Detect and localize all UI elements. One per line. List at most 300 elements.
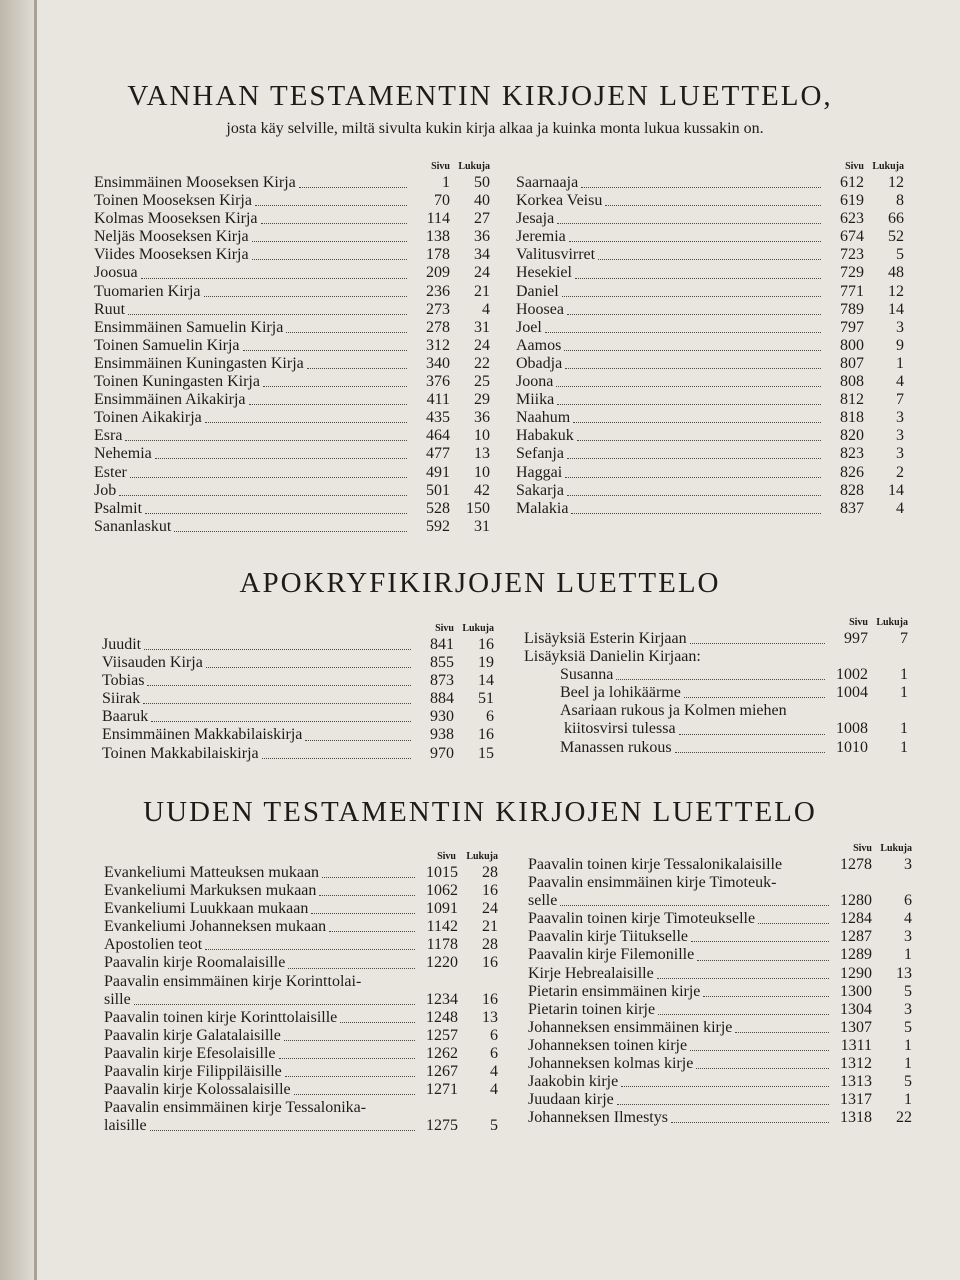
book-row bbox=[528, 874, 912, 892]
dot-leader bbox=[565, 367, 821, 369]
book-name: Evankeliumi Markuksen mukaan bbox=[104, 882, 317, 900]
page-number: 1290 bbox=[840, 964, 872, 982]
book-row bbox=[516, 500, 904, 518]
page-number: 1311 bbox=[840, 1036, 872, 1054]
dot-leader bbox=[565, 476, 821, 478]
book-row bbox=[524, 630, 908, 648]
book-name: Paavalin ensimmäinen kirje Tessalonika- bbox=[104, 1099, 367, 1117]
dot-leader bbox=[691, 940, 829, 942]
book-row bbox=[528, 1037, 912, 1055]
dot-leader bbox=[205, 948, 415, 950]
dot-leader bbox=[564, 349, 821, 351]
nt-title: UUDEN TESTAMENTIN KIRJOJEN LUETTELO bbox=[143, 796, 817, 828]
book-name: Valitusvirret bbox=[516, 246, 596, 264]
book-row bbox=[94, 283, 490, 301]
book-row bbox=[104, 954, 498, 972]
book-name: sille bbox=[104, 990, 131, 1008]
page-number: 114 bbox=[426, 210, 450, 228]
page-number: 807 bbox=[840, 354, 864, 372]
dot-leader bbox=[621, 1085, 829, 1087]
dot-leader bbox=[311, 912, 415, 914]
book-row bbox=[528, 1073, 912, 1091]
book-row bbox=[528, 1001, 912, 1019]
book-name: Paavalin toinen kirje Timoteukselle bbox=[528, 910, 756, 928]
dot-leader bbox=[617, 1103, 829, 1105]
ot-left-column bbox=[94, 160, 490, 536]
book-row bbox=[516, 228, 904, 246]
chapter-count: 6 bbox=[490, 1044, 498, 1062]
chapter-count: 5 bbox=[904, 1018, 912, 1036]
dot-leader bbox=[340, 1021, 415, 1023]
chapter-count: 3 bbox=[904, 856, 912, 873]
book-name: Joosua bbox=[94, 264, 138, 282]
chapter-count: 5 bbox=[904, 982, 912, 1000]
book-name: Asariaan rukous ja Kolmen miehen bbox=[560, 702, 787, 720]
dot-leader bbox=[616, 678, 825, 680]
dot-leader bbox=[675, 751, 825, 753]
page-number: 178 bbox=[426, 246, 450, 264]
book-row bbox=[528, 892, 912, 910]
chapter-count: 3 bbox=[904, 928, 912, 946]
book-name: Paavalin kirje Galatalaisille bbox=[104, 1026, 281, 1044]
chapter-count: 1 bbox=[904, 1055, 912, 1073]
page-number: 477 bbox=[426, 445, 450, 463]
chapter-count: 22 bbox=[474, 354, 490, 372]
page-number: 1257 bbox=[426, 1026, 458, 1044]
book-row bbox=[528, 965, 912, 983]
book-row bbox=[104, 882, 498, 900]
book-row bbox=[516, 337, 904, 355]
page-number: 1307 bbox=[840, 1018, 872, 1036]
chapter-count: 13 bbox=[482, 1008, 498, 1026]
book-name: Jesaja bbox=[516, 210, 555, 228]
page-number: 997 bbox=[844, 630, 868, 647]
chapter-count: 52 bbox=[888, 228, 904, 246]
ot-right-header bbox=[516, 160, 904, 174]
book-name: Toinen Mooseksen Kirja bbox=[94, 192, 252, 210]
dot-leader bbox=[658, 1013, 829, 1015]
page-number: 873 bbox=[430, 672, 454, 690]
chapter-count: 7 bbox=[896, 391, 904, 409]
book-name: Paavalin kirje Filippiläisille bbox=[104, 1063, 282, 1081]
book-name: Sefanja bbox=[516, 445, 564, 463]
chapter-count: 25 bbox=[474, 373, 490, 391]
book-row bbox=[94, 264, 490, 282]
nt-left-list bbox=[104, 864, 498, 1135]
book-row bbox=[516, 246, 904, 264]
book-name: Naahum bbox=[516, 409, 571, 427]
book-name: Paavalin kirje Roomalaisille bbox=[104, 954, 286, 972]
dot-leader bbox=[252, 258, 407, 260]
book-row bbox=[524, 684, 908, 702]
chapter-count: 2 bbox=[896, 463, 904, 481]
chapter-count: 24 bbox=[482, 900, 498, 918]
book-name: Ester bbox=[94, 463, 127, 481]
book-row bbox=[102, 672, 494, 690]
page-number: 1300 bbox=[840, 982, 872, 1000]
chapter-count: 21 bbox=[482, 918, 498, 936]
book-row bbox=[104, 1009, 498, 1027]
page-number: 1 bbox=[442, 174, 450, 191]
chapter-count: 66 bbox=[888, 210, 904, 228]
book-row bbox=[94, 192, 490, 210]
book-row bbox=[104, 973, 498, 991]
page-number: 1142 bbox=[426, 918, 458, 936]
book-name: Habakuk bbox=[516, 427, 574, 445]
page-number: 592 bbox=[426, 517, 450, 535]
chapter-count: 1 bbox=[900, 666, 908, 684]
ot-subtitle: josta käy selville, miltä sivulta kukin kirja alkaa ja kuinka monta lukua kussakin on. bbox=[226, 120, 764, 137]
book-name: Tobias bbox=[102, 672, 145, 690]
book-row bbox=[528, 1019, 912, 1037]
page-number: 70 bbox=[434, 192, 450, 210]
dot-leader bbox=[322, 876, 415, 878]
chapter-count: 29 bbox=[474, 391, 490, 409]
dot-leader bbox=[206, 666, 411, 668]
page-number: 1234 bbox=[426, 990, 458, 1008]
dot-leader bbox=[279, 1057, 416, 1059]
dot-leader bbox=[562, 295, 821, 297]
book-row bbox=[94, 500, 490, 518]
dot-leader bbox=[545, 331, 821, 333]
header-page: Sivu bbox=[849, 617, 868, 628]
header-chapters: Lukuja bbox=[458, 161, 490, 172]
book-row bbox=[94, 301, 490, 319]
dot-leader bbox=[294, 1093, 415, 1095]
book-row bbox=[516, 301, 904, 319]
chapter-count: 51 bbox=[478, 690, 494, 708]
book-row bbox=[528, 983, 912, 1001]
dot-leader bbox=[657, 977, 829, 979]
book-name: Kolmas Mooseksen Kirja bbox=[94, 210, 258, 228]
book-row bbox=[516, 391, 904, 409]
header-chapters: Lukuja bbox=[872, 161, 904, 172]
page-number: 938 bbox=[430, 726, 454, 744]
page-number: 828 bbox=[840, 481, 864, 499]
dot-leader bbox=[204, 295, 407, 297]
chapter-count: 27 bbox=[474, 210, 490, 228]
page-number: 930 bbox=[430, 708, 454, 726]
book-name: Toinen Aikakirja bbox=[94, 409, 202, 427]
book-row bbox=[94, 373, 490, 391]
book-name: Paavalin toinen kirje Tessalonikalaisille bbox=[528, 856, 783, 873]
book-name: Paavalin ensimmäinen kirje Timoteuk- bbox=[528, 874, 777, 892]
dot-leader bbox=[779, 887, 829, 888]
page-edge bbox=[34, 0, 37, 1280]
book-row bbox=[94, 337, 490, 355]
ot-left-header bbox=[94, 160, 490, 174]
book-name: Haggai bbox=[516, 463, 563, 481]
book-row bbox=[94, 391, 490, 409]
book-name: Neljäs Mooseksen Kirja bbox=[94, 228, 249, 246]
nt-left-column bbox=[104, 850, 498, 1135]
chapter-count: 3 bbox=[896, 318, 904, 336]
page-number: 411 bbox=[426, 391, 450, 409]
book-row bbox=[104, 991, 498, 1009]
page-number: 623 bbox=[840, 210, 864, 228]
book-name: Esra bbox=[94, 427, 123, 445]
book-row bbox=[528, 946, 912, 964]
chapter-count: 6 bbox=[486, 708, 494, 726]
page-number: 1275 bbox=[426, 1117, 458, 1135]
dot-leader bbox=[735, 1031, 829, 1033]
book-row bbox=[516, 210, 904, 228]
chapter-count: 8 bbox=[896, 192, 904, 210]
book-name: Ruut bbox=[94, 300, 126, 318]
page-number: 1062 bbox=[426, 882, 458, 900]
book-row bbox=[516, 264, 904, 282]
book-name: Evankeliumi Johanneksen mukaan bbox=[104, 918, 327, 936]
book-row bbox=[516, 482, 904, 500]
dot-leader bbox=[573, 421, 821, 423]
book-row bbox=[102, 726, 494, 744]
book-row bbox=[516, 192, 904, 210]
header-chapters: Lukuja bbox=[880, 843, 912, 854]
chapter-count: 4 bbox=[904, 910, 912, 928]
page-number: 376 bbox=[426, 373, 450, 391]
book-row bbox=[528, 1091, 912, 1109]
dot-leader bbox=[790, 715, 825, 716]
book-name: Hoosea bbox=[516, 300, 564, 318]
book-row bbox=[104, 900, 498, 918]
page-number: 970 bbox=[430, 744, 454, 762]
page-number: 236 bbox=[426, 282, 450, 300]
dot-leader bbox=[557, 222, 821, 224]
page-number: 435 bbox=[426, 409, 450, 427]
book-name: Johanneksen Ilmestys bbox=[528, 1109, 668, 1127]
ot-right-column bbox=[516, 160, 904, 518]
dot-leader bbox=[263, 385, 407, 387]
book-name: laisille bbox=[104, 1117, 147, 1135]
page-number: 1284 bbox=[840, 910, 872, 928]
book-name: Evankeliumi Luukkaan mukaan bbox=[104, 900, 309, 918]
chapter-count: 1 bbox=[900, 720, 908, 738]
book-name: Toinen Kuningasten Kirja bbox=[94, 373, 260, 391]
dot-leader bbox=[288, 967, 415, 969]
apo-right-column bbox=[524, 616, 908, 757]
chapter-count: 36 bbox=[474, 228, 490, 246]
book-row bbox=[104, 1045, 498, 1063]
dot-leader bbox=[305, 739, 411, 741]
chapter-count: 16 bbox=[478, 636, 494, 653]
page-number: 771 bbox=[840, 282, 864, 300]
book-name: Sananlaskut bbox=[94, 517, 172, 535]
book-name: Juudaan kirje bbox=[528, 1091, 614, 1109]
chapter-count: 36 bbox=[474, 409, 490, 427]
dot-leader bbox=[703, 995, 829, 997]
book-row bbox=[524, 720, 908, 738]
dot-leader bbox=[255, 204, 407, 206]
page-number: 797 bbox=[840, 318, 864, 336]
chapter-count: 7 bbox=[900, 630, 908, 647]
page-number: 1091 bbox=[426, 900, 458, 918]
chapter-count: 50 bbox=[474, 174, 490, 191]
dot-leader bbox=[299, 186, 407, 188]
dot-leader bbox=[128, 313, 407, 315]
page-number: 464 bbox=[426, 427, 450, 445]
dot-leader bbox=[285, 1075, 415, 1077]
header-chapters: Lukuja bbox=[466, 851, 498, 862]
book-row bbox=[94, 518, 490, 536]
book-name: Malakia bbox=[516, 499, 569, 517]
header-page: Sivu bbox=[437, 851, 456, 862]
page-number: 1317 bbox=[840, 1091, 872, 1109]
book-row bbox=[94, 319, 490, 337]
page-number: 789 bbox=[840, 300, 864, 318]
page-number: 1178 bbox=[426, 936, 458, 954]
page-number: 138 bbox=[426, 228, 450, 246]
chapter-count: 1 bbox=[904, 946, 912, 964]
book-name: Tuomarien Kirja bbox=[94, 282, 201, 300]
dot-leader bbox=[134, 1003, 415, 1005]
page-number: 278 bbox=[426, 318, 450, 336]
dot-leader bbox=[557, 403, 821, 405]
book-name: Johanneksen ensimmäinen kirje bbox=[528, 1018, 733, 1036]
dot-leader bbox=[307, 367, 407, 369]
dot-leader bbox=[785, 869, 829, 870]
chapter-count: 16 bbox=[482, 990, 498, 1008]
chapter-count: 5 bbox=[896, 246, 904, 264]
chapter-count: 4 bbox=[896, 499, 904, 517]
chapter-count: 28 bbox=[482, 936, 498, 954]
book-name: Paavalin kirje Efesolaisille bbox=[104, 1044, 276, 1062]
dot-leader bbox=[369, 1112, 415, 1113]
book-row bbox=[516, 373, 904, 391]
page-number: 1287 bbox=[840, 928, 872, 946]
chapter-count: 3 bbox=[896, 409, 904, 427]
page-number: 1008 bbox=[836, 720, 868, 738]
page-number: 1304 bbox=[840, 1000, 872, 1018]
page-number: 855 bbox=[430, 654, 454, 672]
book-row bbox=[94, 355, 490, 373]
book-name: Evankeliumi Matteuksen mukaan bbox=[104, 864, 320, 881]
chapter-count: 4 bbox=[490, 1063, 498, 1081]
page-number: 1280 bbox=[840, 892, 872, 910]
page-number: 841 bbox=[430, 636, 454, 653]
ot-left-list bbox=[94, 174, 490, 536]
book-name: Beel ja lohikäärme bbox=[560, 684, 681, 702]
chapter-count: 5 bbox=[490, 1117, 498, 1135]
chapter-count: 48 bbox=[888, 264, 904, 282]
dot-leader bbox=[147, 684, 411, 686]
book-name: Ensimmäinen Makkabilaiskirja bbox=[102, 726, 303, 744]
page-number: 1318 bbox=[840, 1109, 872, 1127]
book-row bbox=[104, 1117, 498, 1135]
book-row bbox=[104, 918, 498, 936]
dot-leader bbox=[696, 1067, 829, 1069]
book-name: Toinen Makkabilaiskirja bbox=[102, 744, 259, 762]
dot-leader bbox=[286, 331, 407, 333]
book-row bbox=[94, 210, 490, 228]
apo-left-list bbox=[102, 636, 494, 763]
book-name: Korkea Veisu bbox=[516, 192, 603, 210]
book-name: Paavalin kirje Kolossalaisille bbox=[104, 1081, 291, 1099]
book-row bbox=[102, 745, 494, 763]
chapter-count: 10 bbox=[474, 427, 490, 445]
chapter-count: 12 bbox=[888, 174, 904, 191]
page-number: 808 bbox=[840, 373, 864, 391]
book-name: Paavalin kirje Filemonille bbox=[528, 946, 695, 964]
book-row bbox=[516, 319, 904, 337]
chapter-count: 24 bbox=[474, 336, 490, 354]
book-row bbox=[94, 464, 490, 482]
dot-leader bbox=[598, 258, 821, 260]
page-number: 1312 bbox=[840, 1055, 872, 1073]
book-row bbox=[94, 482, 490, 500]
book-row bbox=[94, 246, 490, 264]
book-row bbox=[516, 427, 904, 445]
chapter-count: 22 bbox=[896, 1109, 912, 1127]
dot-leader bbox=[262, 757, 411, 759]
dot-leader bbox=[319, 894, 415, 896]
dot-leader bbox=[581, 186, 821, 188]
book-name: Ensimmäinen Kuningasten Kirja bbox=[94, 354, 304, 372]
dot-leader bbox=[679, 733, 825, 735]
page-number: 1248 bbox=[426, 1008, 458, 1026]
apo-right-list bbox=[524, 630, 908, 757]
book-row bbox=[528, 910, 912, 928]
book-row bbox=[94, 228, 490, 246]
chapter-count: 3 bbox=[904, 1000, 912, 1018]
ot-title: VANHAN TESTAMENTIN KIRJOJEN LUETTELO, bbox=[127, 80, 833, 112]
dot-leader bbox=[125, 439, 407, 441]
chapter-count: 4 bbox=[482, 300, 490, 318]
chapter-count: 10 bbox=[474, 463, 490, 481]
book-name: Pietarin ensimmäinen kirje bbox=[528, 982, 701, 1000]
page-number: 884 bbox=[430, 690, 454, 708]
book-row bbox=[516, 174, 904, 192]
book-row bbox=[102, 636, 494, 654]
header-page: Sivu bbox=[431, 161, 450, 172]
book-name: Siirak bbox=[102, 690, 141, 708]
book-row bbox=[102, 654, 494, 672]
book-name: Manassen rukous bbox=[560, 738, 672, 756]
dot-leader bbox=[243, 349, 407, 351]
dot-leader bbox=[556, 385, 821, 387]
apo-title: APOKRYFIKIRJOJEN LUETTELO bbox=[239, 567, 721, 599]
page-number: 1267 bbox=[426, 1063, 458, 1081]
page-number: 837 bbox=[840, 499, 864, 517]
dot-leader bbox=[143, 702, 411, 704]
chapter-count: 42 bbox=[474, 481, 490, 499]
page-number: 612 bbox=[840, 174, 864, 191]
book-name: Ensimmäinen Aikakirja bbox=[94, 391, 246, 409]
page-number: 818 bbox=[840, 409, 864, 427]
dot-leader bbox=[569, 240, 821, 242]
page-number: 812 bbox=[840, 391, 864, 409]
dot-leader bbox=[329, 930, 415, 932]
nt-left-header bbox=[104, 850, 498, 864]
book-name: Lisäyksiä Esterin Kirjaan bbox=[524, 630, 687, 647]
page-number: 1015 bbox=[426, 864, 458, 881]
chapter-count: 1 bbox=[896, 354, 904, 372]
book-name: Viides Mooseksen Kirja bbox=[94, 246, 249, 264]
book-name: Psalmit bbox=[94, 499, 143, 517]
book-row bbox=[516, 464, 904, 482]
chapter-count: 40 bbox=[474, 192, 490, 210]
dot-leader bbox=[145, 512, 407, 514]
dot-leader bbox=[144, 648, 411, 650]
dot-leader bbox=[571, 512, 821, 514]
chapter-count: 19 bbox=[478, 654, 494, 672]
chapter-count: 14 bbox=[888, 300, 904, 318]
chapter-count: 34 bbox=[474, 246, 490, 264]
book-row bbox=[528, 856, 912, 874]
dot-leader bbox=[174, 530, 407, 532]
page-number: 1278 bbox=[840, 856, 872, 873]
book-name: Jaakobin kirje bbox=[528, 1073, 619, 1091]
book-name: kiitosvirsi tulessa bbox=[564, 720, 676, 738]
